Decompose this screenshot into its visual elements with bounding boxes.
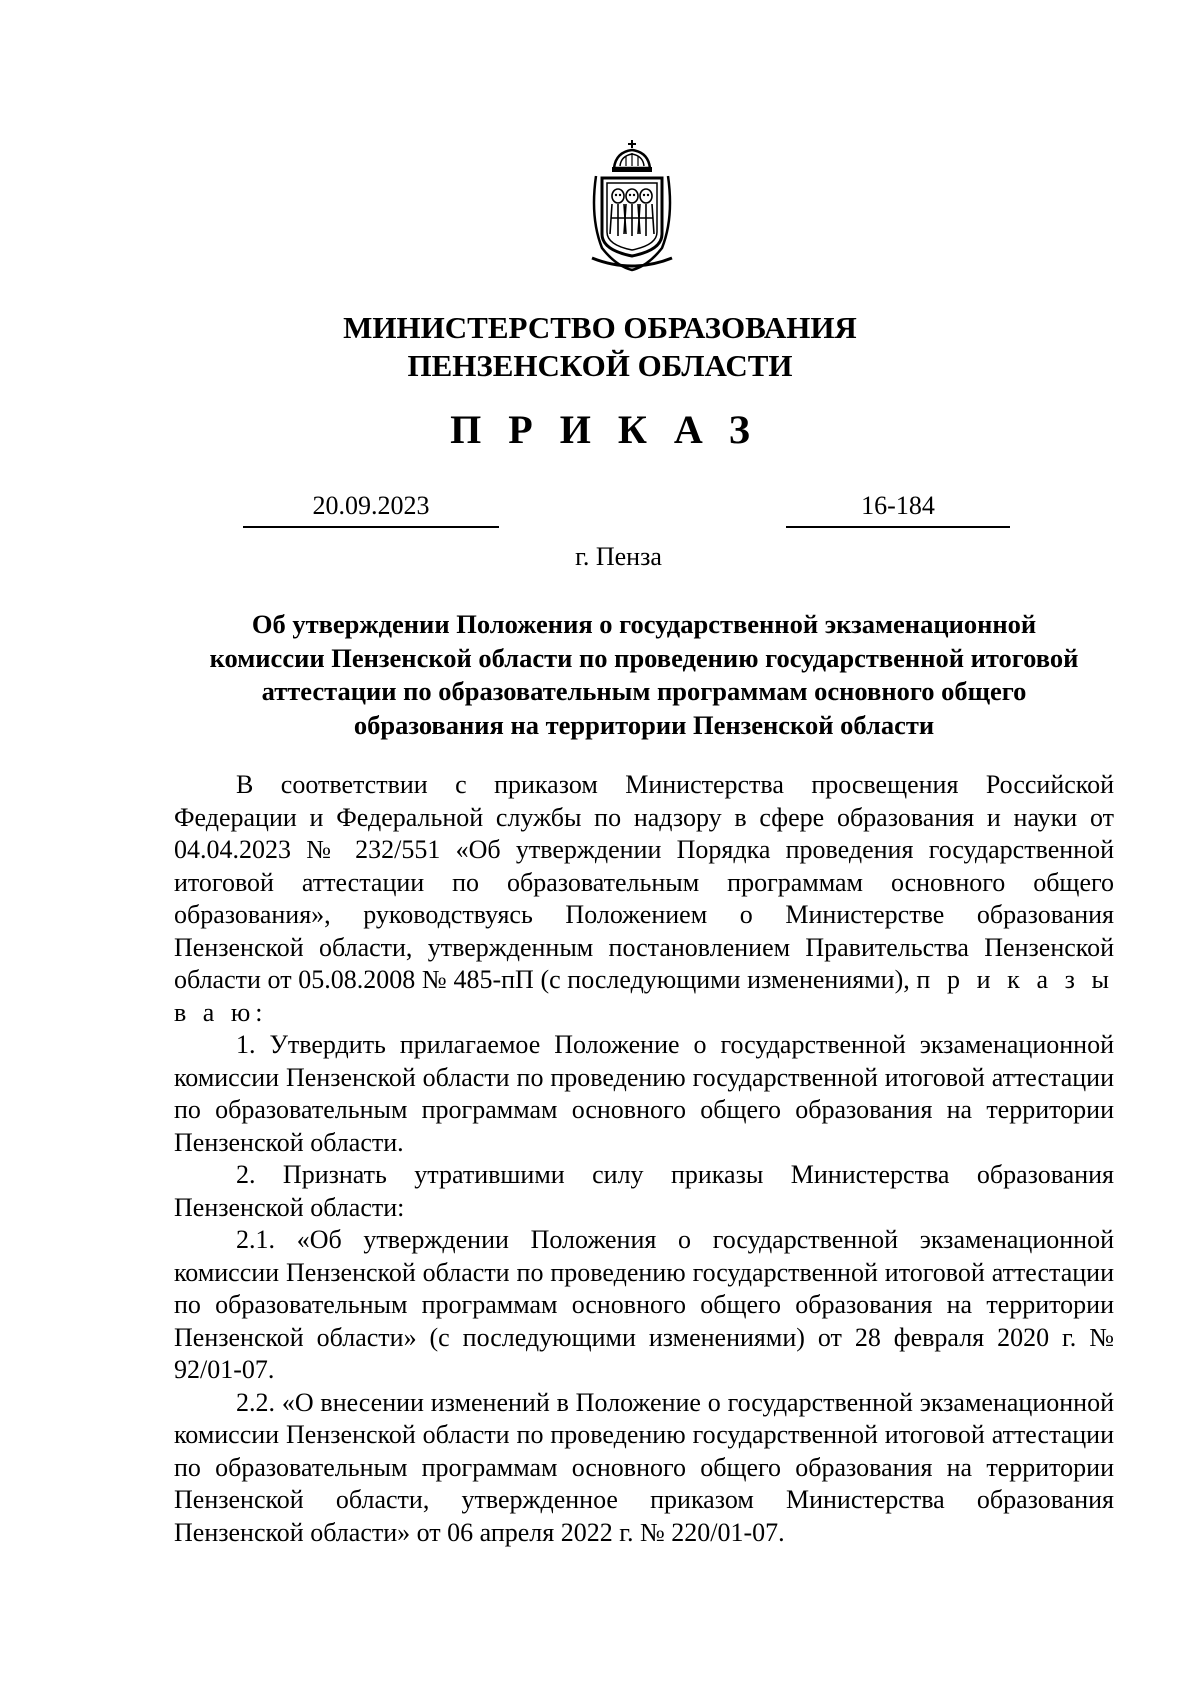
item-1: 1. Утвердить прилагаемое Положение о государственной экзаменационной комиссии Пензенской области по проведению государственной итоговой аттестации по образовательным программам основного общего образования на территории Пензенской области.	[174, 1030, 1114, 1157]
ministry-name-line2: ПЕНЗЕНСКОЙ ОБЛАСТИ	[407, 348, 793, 383]
title-line: аттестации по образовательным программам основного общего	[261, 676, 1027, 706]
title-line: образования на территории Пензенской области	[353, 709, 935, 740]
order-word: п р и к а з ы в а ю:	[174, 965, 1115, 1027]
preamble-text: В соответствии с приказом Министерства просвещения Российской Федерации и Федеральной службы по надзору в сфере образования и науки от 04.04.2023 № 232/551 «Об утверждении Порядка проведения государственной итоговой аттестации по образовательным программам основного общего образования», руководствуясь Положением о Министерстве образования Пензенской области, утвержденным постановлением Правительства Пензенской области от 05.08.2008 № 485-пП (с последующими изменениями),	[174, 770, 1114, 994]
title-line: комиссии Пензенской области по проведению государственной итоговой	[209, 642, 1079, 673]
preamble-paragraph	[174, 769, 1114, 1029]
document-title	[174, 608, 1114, 742]
order-date: 20.09.2023	[243, 490, 499, 528]
city: г. Пенза	[575, 542, 662, 571]
item-2-1: 2.1. «Об утверждении Положения о государственной экзаменационной комиссии Пензенской области по проведению государственной итоговой аттестации по образовательным программам основного общего образования на территории Пензенской области» (с последующими изменениями) от 28 февраля 2020 г. № 92/01-07.	[174, 1225, 1114, 1384]
document-type: ПРИКАЗ	[450, 407, 777, 452]
item-2-2: 2.2. «О внесении изменений в Положение о государственной экзаменационной комиссии Пензенской области по проведению государственной итоговой аттестации по образовательным программам основного общего образования на территории Пензенской области, утвержденное приказом Министерства образования Пензенской области» от 06 апреля 2022 г. № 220/01-07.	[174, 1387, 1114, 1547]
order-number: 16-184	[786, 490, 1010, 528]
coat-of-arms-icon	[586, 138, 678, 272]
document-body	[174, 769, 1114, 1549]
ministry-name	[0, 309, 1200, 385]
title-line: Об утверждении Положения о государственной экзаменационной	[251, 609, 1037, 639]
ministry-name-line1: МИНИСТЕРСТВО ОБРАЗОВАНИЯ	[343, 310, 857, 345]
item-2: 2. Признать утратившими силу приказы Министерства образования Пензенской области:	[174, 1160, 1114, 1222]
